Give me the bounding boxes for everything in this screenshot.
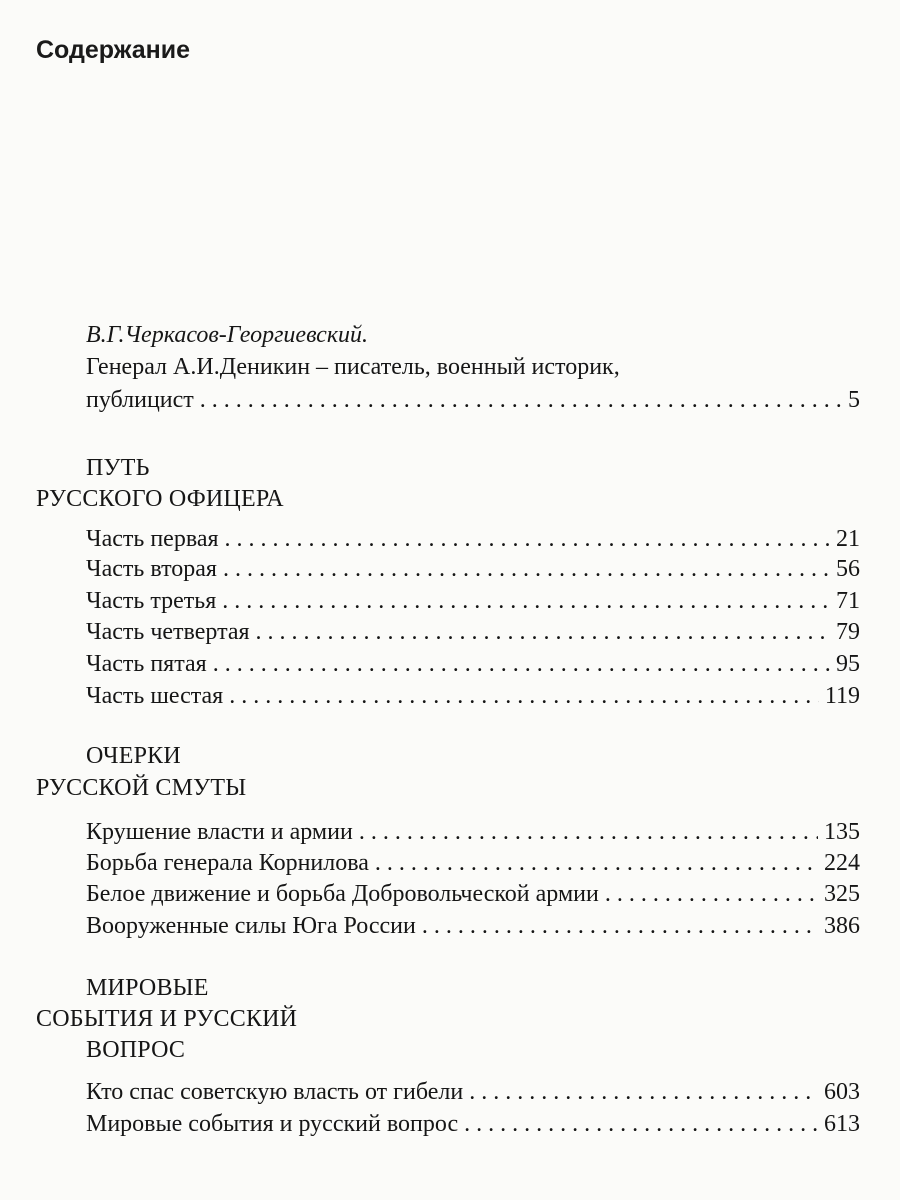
toc-label: Белое движение и борьба Добровольческой армии . . . (86, 879, 860, 909)
toc-row[interactable] (86, 681, 860, 711)
toc-page-number: 56 (830, 554, 860, 584)
toc-label: Борьба генерала Корнилова . . . (86, 848, 860, 878)
toc-row-intro[interactable] (86, 385, 860, 415)
toc-page-number: 119 (819, 681, 860, 711)
toc-page-number: 603 (818, 1077, 860, 1107)
toc-label: Крушение власти и армии . . . (86, 817, 860, 847)
page-title: Содержание (36, 36, 191, 64)
toc-row[interactable] (86, 1077, 860, 1107)
section-title-2-line-2: РУССКОЙ СМУТЫ (36, 775, 247, 801)
toc-page-number: 325 (818, 879, 860, 909)
toc-label: Часть пятая . . . (86, 649, 860, 679)
section-title-1-line-2: РУССКОГО ОФИЦЕРА (36, 486, 284, 512)
toc-label: публицист . . . (86, 385, 860, 415)
toc-label: Часть шестая . . . (86, 681, 860, 711)
toc-page-number: 95 (830, 649, 860, 679)
section-title-3-line-1: МИРОВЫЕ (86, 975, 209, 1001)
toc-row[interactable] (86, 586, 860, 616)
toc-row[interactable] (86, 817, 860, 847)
toc-row[interactable] (86, 524, 860, 554)
toc-row[interactable] (86, 649, 860, 679)
toc-label: Часть первая . . . (86, 524, 860, 554)
toc-page-number: 71 (830, 586, 860, 616)
toc-label: Мировые события и русский вопрос . . . (86, 1109, 860, 1139)
toc-label: Вооруженные силы Юга России . . . (86, 911, 860, 941)
toc-page-number: 613 (818, 1109, 860, 1139)
toc-label: Часть третья . . . (86, 586, 860, 616)
intro-author: В.Г.Черкасов-Георгиевский. (86, 322, 369, 348)
section-title-3-line-2: СОБЫТИЯ И РУССКИЙ (36, 1006, 298, 1032)
toc-page-number: 79 (830, 617, 860, 647)
section-title-1-line-1: ПУТЬ (86, 455, 150, 481)
toc-row[interactable] (86, 617, 860, 647)
section-title-3-line-3: ВОПРОС (86, 1037, 186, 1063)
toc-page-number: 21 (830, 524, 860, 554)
toc-row[interactable] (86, 848, 860, 878)
intro-title-line-1: Генерал А.И.Деникин – писатель, военный историк, (86, 354, 620, 380)
toc-row[interactable] (86, 911, 860, 941)
toc-row[interactable] (86, 879, 860, 909)
toc-row[interactable] (86, 554, 860, 584)
toc-label: Кто спас советскую власть от гибели . . . (86, 1077, 860, 1107)
section-title-2-line-1: ОЧЕРКИ (86, 743, 181, 769)
toc-label: Часть четвертая . . . (86, 617, 860, 647)
toc-label: Часть вторая . . . (86, 554, 860, 584)
toc-page-number: 386 (818, 911, 860, 941)
toc-page-number: 5 (842, 385, 860, 415)
toc-row[interactable] (86, 1109, 860, 1139)
toc-page-number: 224 (818, 848, 860, 878)
toc-page-number: 135 (818, 817, 860, 847)
